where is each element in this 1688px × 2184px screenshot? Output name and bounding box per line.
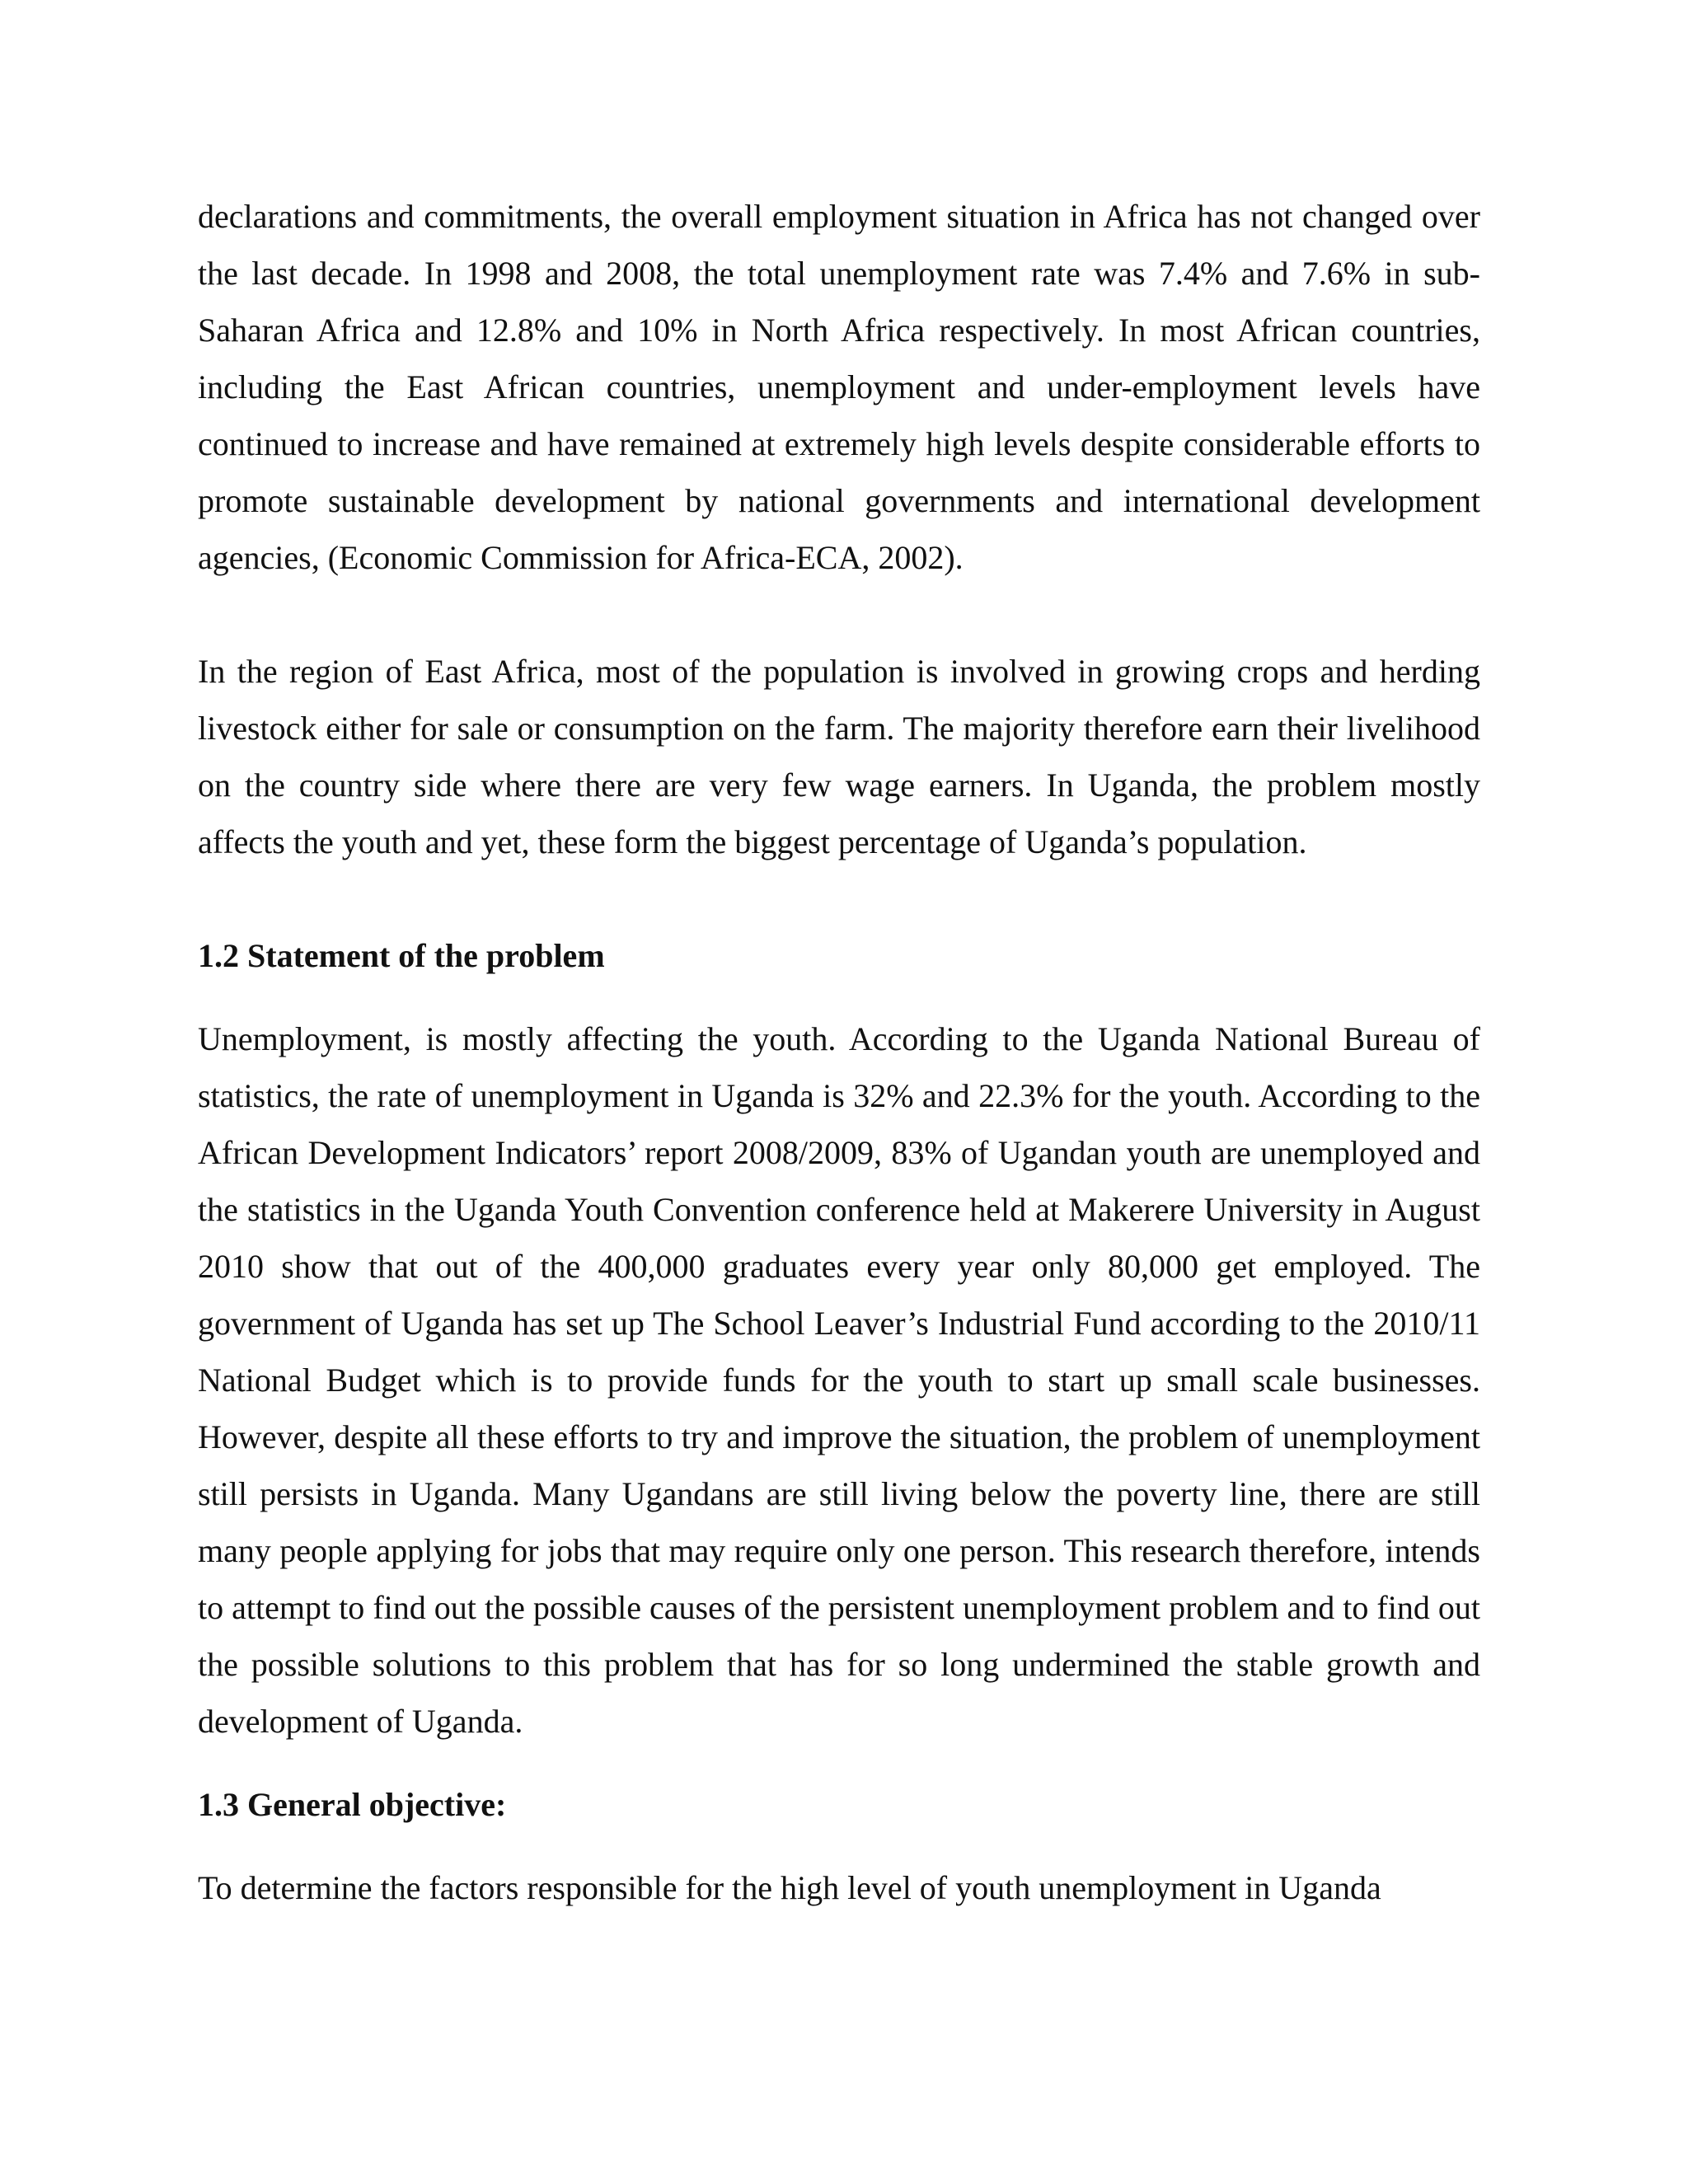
heading-general-objective: 1.3 General objective: xyxy=(198,1786,507,1823)
paragraph-intro: declarations and commitments, the overall employment situation in Africa has not changed over the last decade. In 1998 and 2008, the total unemployment rate was 7.4% and 7.6% in sub-Saharan Africa and 12.8% and 10% in North Africa respectively. In most African countries, including the East African countries, unemployment and under-employment levels have continued to increase and have remained at extremely high levels despite considerable efforts to promote sustainable development by national governments and international development agencies, (Economic Commission for Africa-ECA, 2002). xyxy=(198,198,1480,576)
paragraph-statement-of-problem: Unemployment, is mostly affecting the youth. According to the Uganda National Bureau of statistics, the rate of unemployment in Uganda is 32% and 22.3% for the youth. According to the African Development Indicators’ report 2008/2009, 83% of Ugandan youth are unemployed and the statistics in the Uganda Youth Convention conference held at Makerere University in August 2010 show that out of the 400,000 graduates every year only 80,000 get employed. The government of Uganda has set up The School Leaver’s Industrial Fund according to the 2010/11 National Budget which is to provide funds for the youth to start up small scale businesses. However, despite all these efforts to try and improve the situation, the problem of unemployment still persists in Uganda. Many Ugandans are still living below the poverty line, there are still many people applying for jobs that may require only one person. This research therefore, intends to attempt to find out the possible causes of the persistent unemployment problem and to find out the possible solutions to this problem that has for so long undermined the stable growth and development of Uganda. xyxy=(198,1020,1480,1740)
page-content xyxy=(198,188,1480,1916)
heading-statement-of-problem: 1.2 Statement of the problem xyxy=(198,937,605,974)
paragraph-general-objective: To determine the factors responsible for the high level of youth unemployment in Uganda xyxy=(198,1869,1381,1906)
paragraph-east-africa: In the region of East Africa, most of the population is involved in growing crops and herding livestock either for sale or consumption on the farm. The majority therefore earn their livelihood on the country side where there are very few wage earners. In Uganda, the problem mostly affects the youth and yet, these form the biggest percentage of Uganda’s population. xyxy=(198,653,1480,860)
